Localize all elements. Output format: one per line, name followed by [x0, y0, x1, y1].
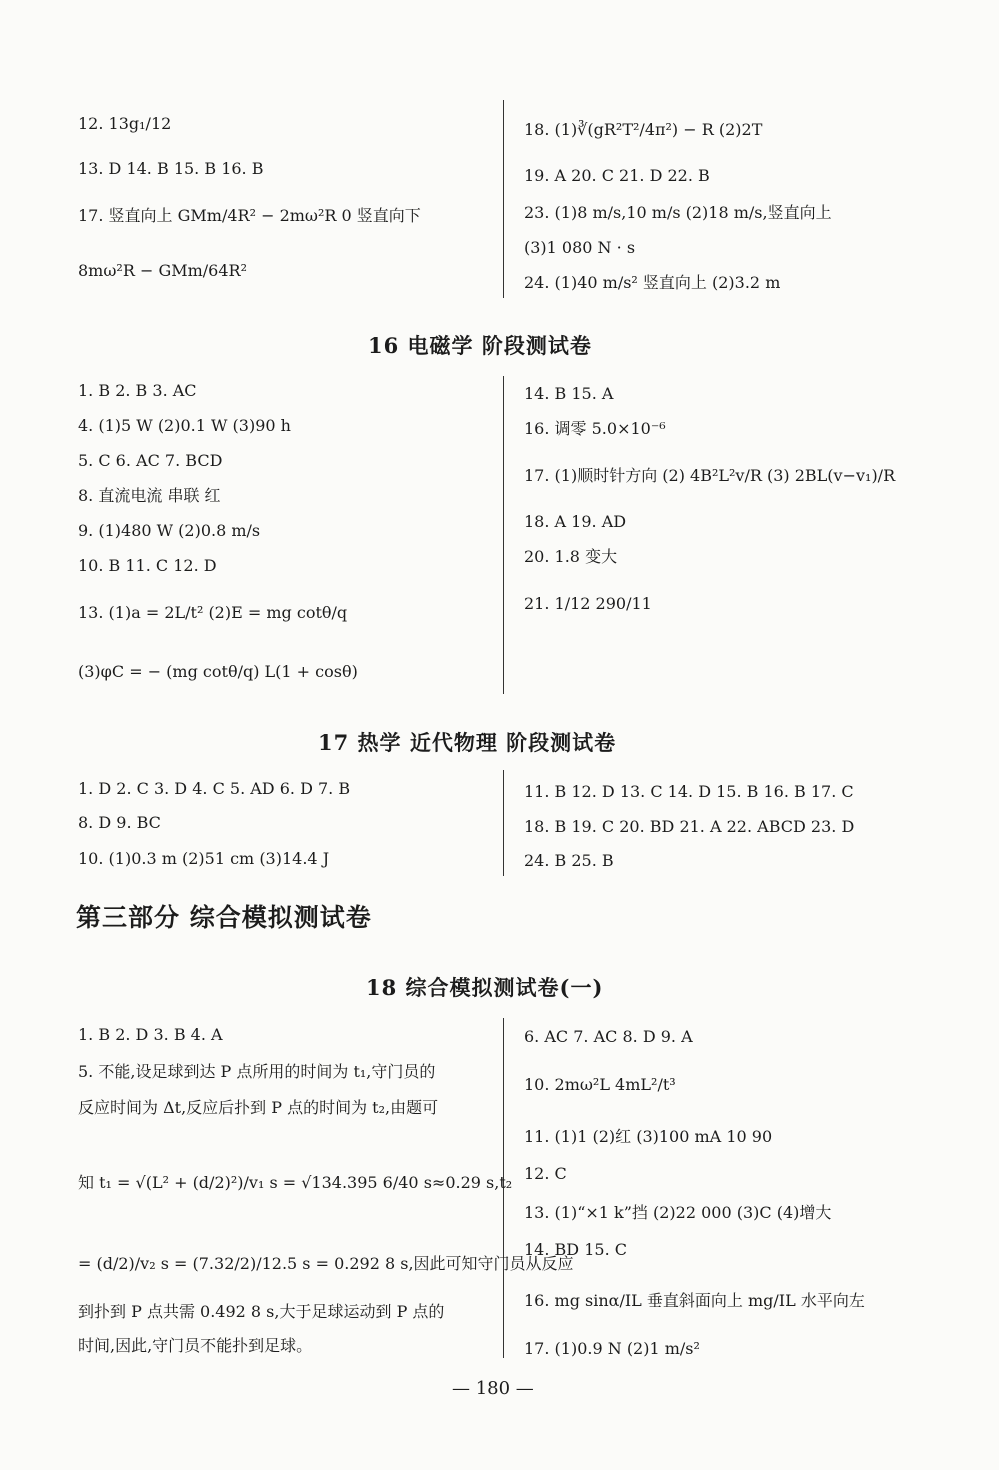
answer-line: 10. (1)0.3 m (2)51 cm (3)14.4 J: [78, 849, 330, 868]
answer-line: (3)1 080 N · s: [524, 238, 636, 257]
answer-line: 18. B 19. C 20. BD 21. A 22. ABCD 23. D: [524, 817, 855, 836]
answer-paragraph-line: = (d/2)/v₂ s = (7.32/2)/12.5 s = 0.292 8 s,因此可知守门员从反应: [78, 1254, 574, 1273]
answer-line: 8. D 9. BC: [78, 813, 161, 832]
answer-line: 17. 竖直向上 GMm/4R² − 2mω²R 0 竖直向下: [78, 206, 421, 225]
answer-line: 8mω²R − GMm/64R²: [78, 261, 247, 280]
section-title: 17 热学 近代物理 阶段测试卷: [318, 730, 617, 755]
answer-line: 24. B 25. B: [524, 851, 614, 870]
answer-line: 14. B 15. A: [524, 384, 614, 403]
answer-line: 12. 13g₁/12: [78, 114, 172, 133]
answer-paragraph-line: 5. 不能,设足球到达 P 点所用的时间为 t₁,守门员的: [78, 1062, 436, 1081]
answer-line: 21. 1/12 290/11: [524, 594, 652, 613]
answer-line: 11. (1)1 (2)红 (3)100 mA 10 90: [524, 1127, 773, 1146]
answer-line: 1. D 2. C 3. D 4. C 5. AD 6. D 7. B: [78, 779, 351, 798]
answer-line: 4. (1)5 W (2)0.1 W (3)90 h: [78, 416, 291, 435]
answer-line: 5. C 6. AC 7. BCD: [78, 451, 223, 470]
answer-line: 10. 2mω²L 4mL²/t³: [524, 1075, 676, 1094]
answer-line: (3)φC = − (mg cotθ/q) L(1 + cosθ): [78, 662, 358, 681]
answer-line: 1. B 2. D 3. B 4. A: [78, 1025, 223, 1044]
answer-paragraph-line: 时间,因此,守门员不能扑到足球。: [78, 1336, 313, 1355]
column-divider-top: [503, 100, 504, 298]
answer-line: 12. C: [524, 1164, 567, 1183]
answer-line: 19. A 20. C 21. D 22. B: [524, 166, 710, 185]
answer-paragraph-line: 反应时间为 Δt,反应后扑到 P 点的时间为 t₂,由题可: [78, 1098, 439, 1117]
answer-line: 8. 直流电流 串联 红: [78, 486, 221, 505]
answer-line: 10. B 11. C 12. D: [78, 556, 217, 575]
answer-line: 17. (1)0.9 N (2)1 m/s²: [524, 1339, 700, 1358]
answer-line: 16. mg sinα/IL 垂直斜面向上 mg/IL 水平向左: [524, 1291, 865, 1310]
answer-line: 17. (1)顺时针方向 (2) 4B²L²v/R (3) 2BL(v−v₁)/R: [524, 466, 896, 485]
column-divider-sec17: [503, 770, 504, 876]
answer-line: 1. B 2. B 3. AC: [78, 381, 197, 400]
answer-line: 13. (1)“×1 k”挡 (2)22 000 (3)C (4)增大: [524, 1203, 832, 1222]
answer-line: 18. A 19. AD: [524, 512, 627, 531]
answer-line: 23. (1)8 m/s,10 m/s (2)18 m/s,竖直向上: [524, 203, 832, 222]
answer-line: 11. B 12. D 13. C 14. D 15. B 16. B 17. C: [524, 782, 854, 801]
column-divider-sec16: [503, 376, 504, 694]
answer-paragraph-line: 到扑到 P 点共需 0.492 8 s,大于足球运动到 P 点的: [78, 1302, 445, 1321]
answer-line: 18. (1)∛(gR²T²/4π²) − R (2)2T: [524, 120, 763, 139]
answer-line: 20. 1.8 变大: [524, 547, 618, 566]
answer-line: 24. (1)40 m/s² 竖直向上 (2)3.2 m: [524, 273, 781, 292]
answer-line: 13. D 14. B 15. B 16. B: [78, 159, 264, 178]
part-title: 第三部分 综合模拟测试卷: [76, 903, 372, 932]
answer-line: 9. (1)480 W (2)0.8 m/s: [78, 521, 261, 540]
answer-paragraph-line: 知 t₁ = √(L² + (d/2)²)/v₁ s = √134.395 6/40 s≈0.29 s,t₂: [78, 1173, 513, 1192]
section-title: 16 电磁学 阶段测试卷: [368, 333, 592, 358]
page-number: — 180 —: [452, 1378, 534, 1399]
section-title: 18 综合模拟测试卷(一): [366, 975, 604, 1000]
answer-line: 16. 调零 5.0×10⁻⁶: [524, 419, 666, 438]
answer-line: 13. (1)a = 2L/t² (2)E = mg cotθ/q: [78, 603, 348, 622]
answer-line: 6. AC 7. AC 8. D 9. A: [524, 1027, 693, 1046]
answer-line: 14. BD 15. C: [524, 1240, 627, 1259]
